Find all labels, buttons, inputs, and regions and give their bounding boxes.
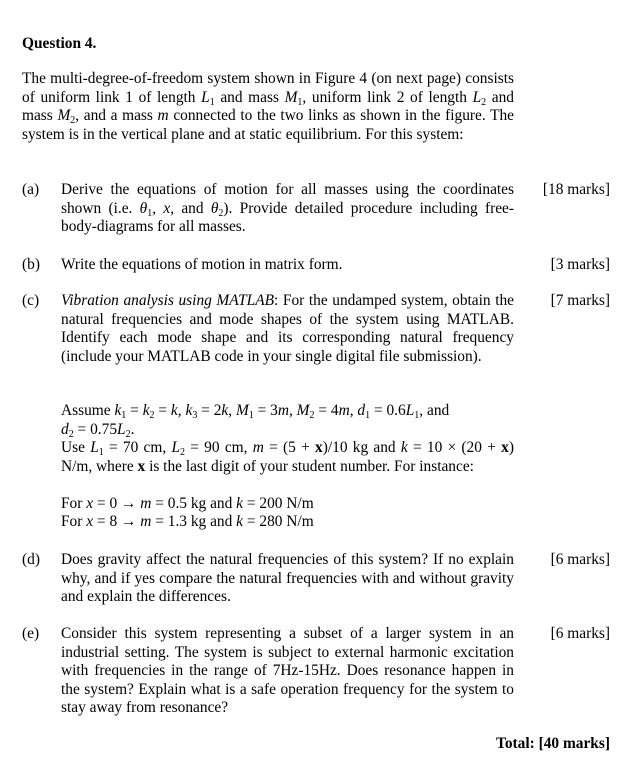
instance-x8: For x = 8 → m = 1.3 kg and k = 280 N/m bbox=[61, 513, 314, 530]
question-title: Question 4. bbox=[22, 35, 97, 52]
part-c-text: Vibration analysis using MATLAB: For the undamped system, obtain the natural frequencies and mode shapes of the system using MATLAB. Identify each mode shape and its corresponding natural frequency (include your MATLAB code in your single digital file submission). bbox=[61, 292, 515, 365]
part-d-marks: [6 marks] bbox=[550, 551, 610, 568]
part-a-text: Derive the equations of motion for all masses using the coordinates shown (i.e. $\theta_1$, x, and $\theta_2$). Provide detailed procedure including free-body-diagrams for all masses. bbox=[61, 181, 515, 235]
given-values: Use $L_1 = 70$ cm, $L_2 = 90$ cm, m = (5 + x)/10 kg and k = 10 × (20 + x) N/m, where x is the last digit of your student number. For instance: bbox=[61, 439, 514, 475]
part-d-text: Does gravity affect the natural frequencies of this system? If no explain why, and if yes compare the natural frequencies with and without gravity and explain the differences. bbox=[61, 551, 514, 605]
intro-paragraph: The multi-degree-of-freedom system shown in Figure 4 (on next page) consists of uniform link 1 of length $L_1$ and mass $M_1$, uniform link 2 of length $L_2$ and mass $M_2$, and a mass m connected to the two links as shown in the figure. The system is in the vertical plane and at static equilibrium. For this system: bbox=[22, 70, 514, 143]
total-marks: Total: [40 marks] bbox=[495, 735, 610, 752]
assumptions: Assume $k_1 = k_2 = k$, $k_3 = 2k$, $M_1 = 3m$, $M_2 = 4m$, $d_1 = 0.6L_1$, and $d_2 = 0.75L_2$. bbox=[61, 402, 450, 440]
part-a-marks: [18 marks] bbox=[542, 181, 610, 198]
part-b-marks: [3 marks] bbox=[550, 256, 610, 273]
part-c-marks: [7 marks] bbox=[550, 292, 610, 309]
instance-x0: For x = 0 → m = 0.5 kg and k = 200 N/m bbox=[61, 495, 314, 512]
part-e-label: (e) bbox=[22, 625, 40, 642]
part-e-marks: [6 marks] bbox=[550, 625, 610, 642]
part-e-text: Consider this system representing a subset of a larger system in an industrial setting. The system is subject to external harmonic excitation with frequencies in the range of 7Hz-15Hz. Does resonance happen in the system? Explain what is a safe operation frequency for the system to stay away from resonance? bbox=[61, 625, 514, 716]
part-b-label: (b) bbox=[22, 256, 40, 273]
part-c-label: (c) bbox=[22, 292, 40, 309]
part-d-label: (d) bbox=[22, 551, 40, 568]
part-b-text: Write the equations of motion in matrix form. bbox=[61, 256, 343, 273]
part-a-label: (a) bbox=[22, 181, 40, 198]
